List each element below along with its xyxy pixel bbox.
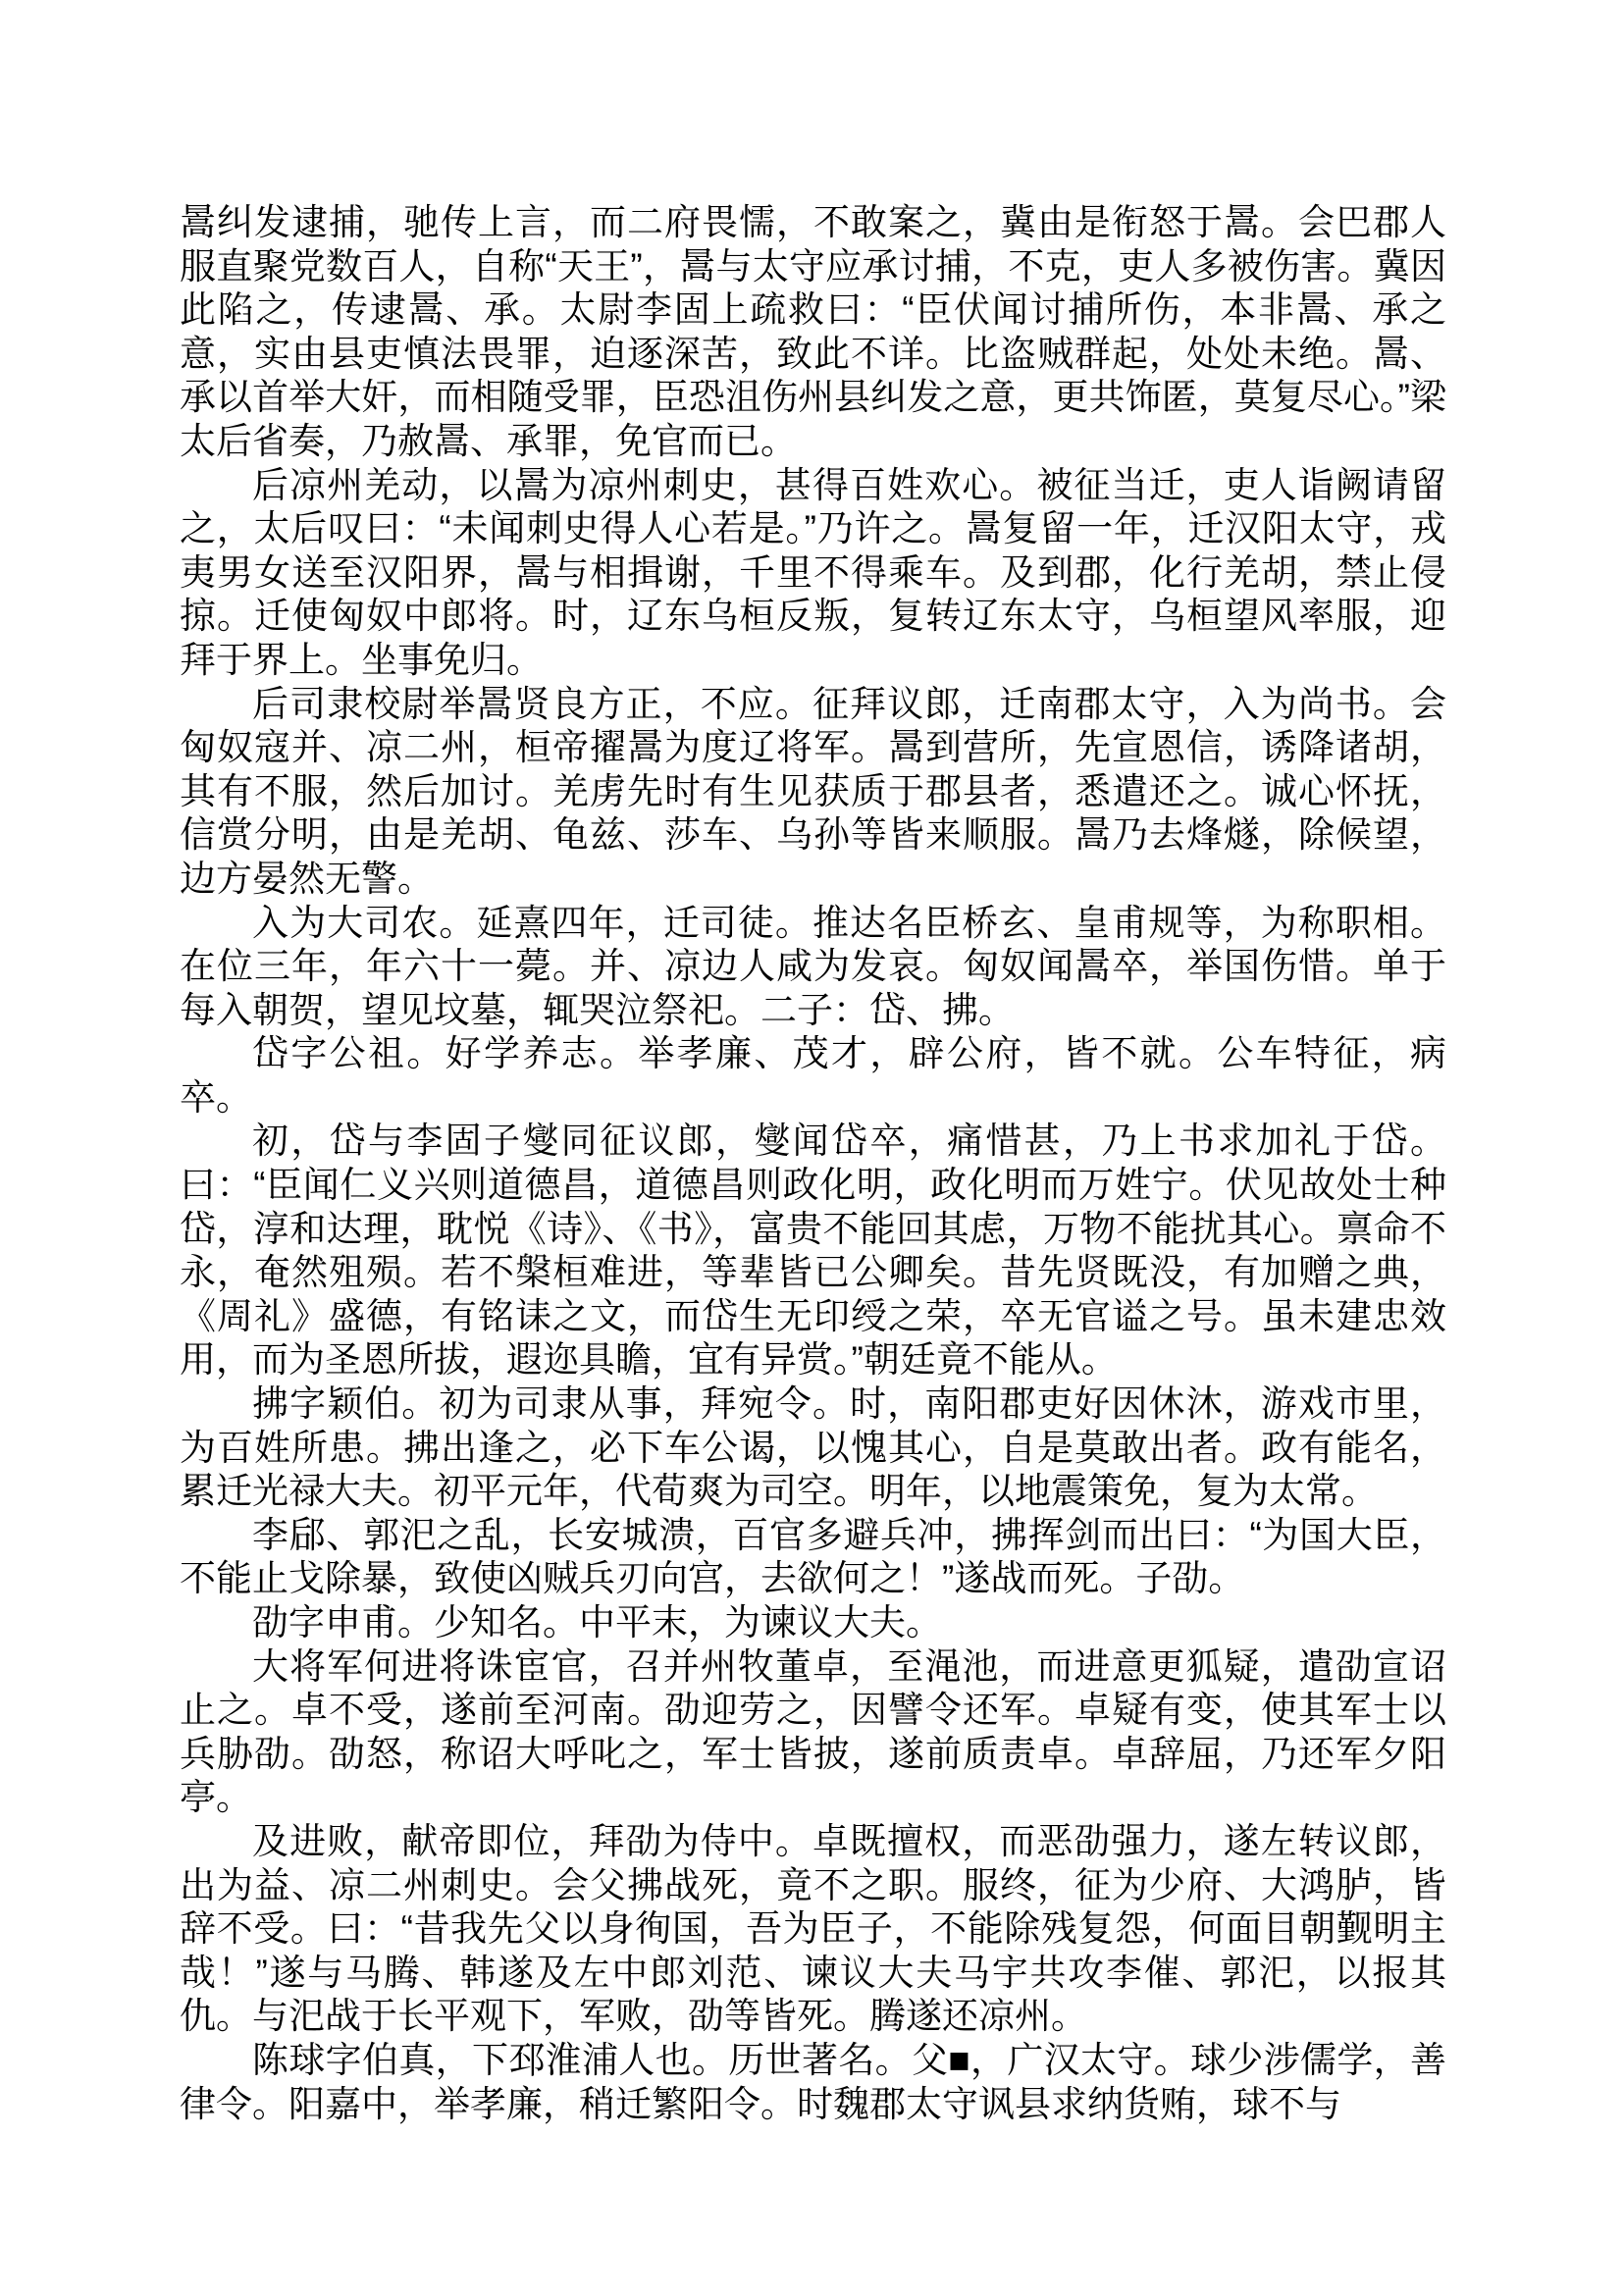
paragraph: 初，岱与李固子燮同征议郎，燮闻岱卒，痛惜甚，乃上书求加礼于岱。曰：“臣闻仁义兴则道德昌，道德昌则政化明，政化明而万姓宁。伏见故处士种岱，淳和达理，耽悦《诗》、《书》，富贵不能回其虑，万物不能扰其心。禀命不永，奄然殂殒。若不槃桓难进，等辈皆已公卿矣。昔先贤既没，有加赠之典，《周礼》盛德，有铭诔之文，而岱生无印绶之荣，卒无官谥之号。虽未建忠效用，而为圣恩所拔，遐迩具瞻，宜有异赏。”朝廷竟不能从。 [180,1121,1446,1381]
paragraph: 后凉州羌动，以暠为凉州刺史，甚得百姓欢心。被征当迁，吏人诣阙请留之，太后叹曰：“未闻刺史得人心若是。”乃许之。暠复留一年，迁汉阳太守，戎夷男女送至汉阳界，暠与相揖谢，千里不得乘车。及到郡，化行羌胡，禁止侵掠。迁使匈奴中郎将。时，辽东乌桓反叛，复转辽东太守，乌桓望风率服，迎拜于界上。坐事免归。 [180,464,1446,680]
paragraph: 李郈、郭汜之乱，长安城溃，百官多避兵冲，拂挥剑而出曰：“为国大臣，不能止戈除暴，致使凶贼兵刃向宫，去欲何之！”遂战而死。子劭。 [180,1514,1446,1599]
paragraph: 岱字公祖。好学养志。举孝廉、茂才，辟公府，皆不就。公车特征，病卒。 [180,1033,1446,1118]
paragraph: 及进败，献帝即位，拜劭为侍中。卓既擅权，而恶劭强力，遂左转议郎，出为益、凉二州刺史。会父拂战死，竟不之职。服终，征为少府、大鸿胪，皆辞不受。曰：“昔我先父以身徇国，吾为臣子，不能除残复怨，何面目朝觐明主哉！”遂与马腾、韩遂及左中郎刘范、谏议大夫马宇共攻李催、郭汜，以报其仇。与汜战于长平观下，军败，劭等皆死。腾遂还凉州。 [180,1820,1446,2037]
paragraph: 入为大司农。延熹四年，迁司徒。推达名臣桥玄、皇甫规等，为称职相。在位三年，年六十一薨。并、凉边人咸为发哀。匈奴闻暠卒，举国伤惜。单于每入朝贺，望见坟墓，辄哭泣祭祀。二子：岱、拂。 [180,902,1446,1030]
paragraph: 后司隶校尉举暠贤良方正，不应。征拜议郎，迁南郡太守，入为尚书。会匈奴寇并、凉二州，桓帝擢暠为度辽将军。暠到营所，先宣恩信，诱降诸胡，其有不服，然后加讨。羌虏先时有生见获质于郡县者，悉遣还之。诚心怀抚，信赏分明，由是羌胡、龟兹、莎车、乌孙等皆来顺服。暠乃去烽燧，除候望，边方晏然无警。 [180,683,1446,899]
paragraph: 暠纠发逮捕，驰传上言，而二府畏懦，不敢案之，冀由是衔怒于暠。会巴郡人服直聚党数百人，自称“天王”，暠与太守应承讨捕，不克，吏人多被伤害。冀因此陷之，传逮暠、承。太尉李固上疏救曰：“臣伏闻讨捕所伤，本非暠、承之意，实由县吏慎法畏罪，迫逐深苦，致此不详。比盗贼群起，处处未绝。暠、承以首举大奸，而相随受罪，臣恐沮伤州县纠发之意，更共饰匿，莫复尽心。”梁太后省奏，乃赦暠、承罪，免官而已。 [180,202,1446,461]
paragraph: 陈球字伯真，下邳淮浦人也。历世著名。父■，广汉太守。球少涉儒学，善律令。阳嘉中，举孝廉，稍迁繁阳令。时魏郡太守讽县求纳货贿，球不与 [180,2039,1446,2124]
paragraph: 劭字申甫。少知名。中平末，为谏议大夫。 [252,1602,942,1642]
document-page [180,201,1446,2126]
paragraph: 大将军何进将诛宦官，召并州牧董卓，至渑池，而进意更狐疑，遣劭宣诏止之。卓不受，遂前至河南。劭迎劳之，因譬令还军。卓疑有变，使其军士以兵胁劭。劭怒，称诏大呼叱之，军士皆披，遂前质责卓。卓辞屈，乃还军夕阳亭。 [180,1645,1446,1818]
paragraph: 拂字颖伯。初为司隶从事，拜宛令。时，南阳郡吏好因休沐，游戏市里，为百姓所患。拂出逢之，必下车公谒，以愧其心，自是莫敢出者。政有能名，累迁光禄大夫。初平元年，代荀爽为司空。明年，以地震策免，复为太常。 [180,1383,1446,1512]
